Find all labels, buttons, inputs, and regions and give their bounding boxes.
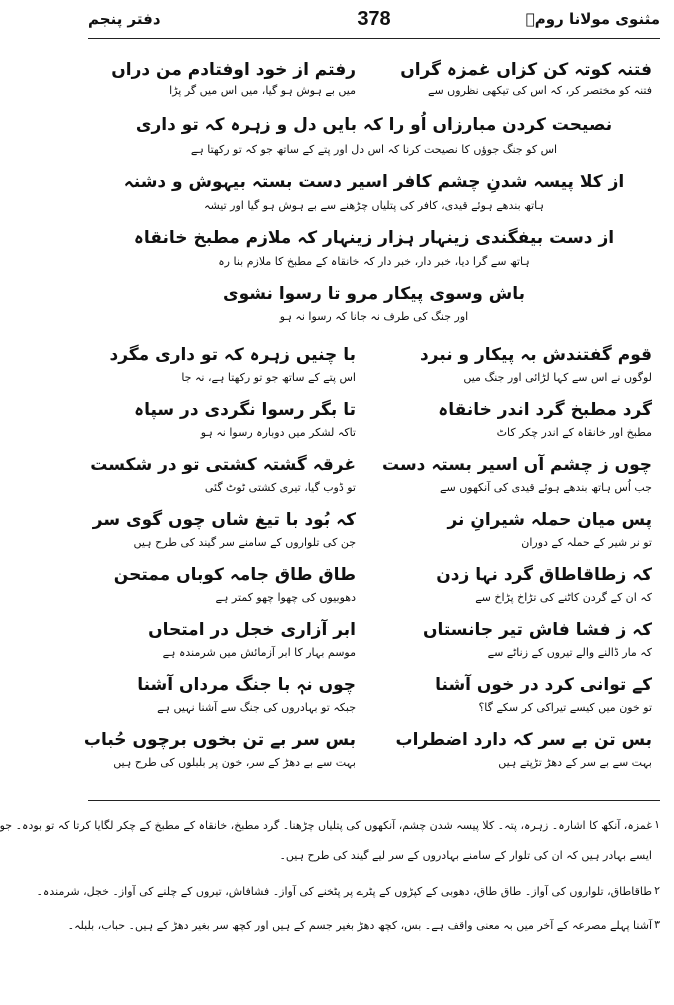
- translation: دھوبیوں کی چھوا چھو کمتر ہے: [215, 591, 356, 604]
- verse: بس سر بے تن بخوں برچوں حُباب: [83, 730, 356, 750]
- translation: کہ ان کے گردن کاٹنے کی تڑاخ پڑاخ سے: [475, 591, 652, 604]
- verse: چوں نہٖ با جنگ مرداں آشنا: [137, 675, 356, 695]
- page-header: [88, 8, 660, 34]
- translation: موسم بہار کا ابر آزمائش میں شرمندہ ہے: [162, 646, 356, 659]
- translation: اس پتے کے ساتھ جو تو رکھتا ہے، نہ جا: [181, 371, 356, 384]
- book-title: مثنوی مولانا رومؒ: [525, 10, 660, 28]
- verse: تا بگر رسوا نگردی در سپاہ: [134, 400, 356, 420]
- verse: کہ ز فشا فاش تیر جانستاں: [422, 620, 652, 640]
- translation: تو خون میں کیسے تیراکی کر سکے گا؟: [478, 701, 652, 714]
- translation: بہت سے بے دھڑ کے سر، خون پر بلبلوں کی طرح ہیں: [113, 756, 356, 769]
- translation: لوگوں نے اس سے کہا لڑائی اور جنگ میں: [463, 371, 652, 384]
- verse: کہ بُود با تیغ شاں چوں گوی سر: [92, 510, 356, 530]
- footnote-line: آشنا پہلے مصرعہ کے آخر میں بہ معنی واقف ہے۔ بس، کچھ دھڑ بغیر جسم کے ہیں اور کچھ سر بغیر دھڑ کے ہیں۔ حباب، بلبلہ۔: [67, 919, 652, 932]
- verse: بس تن بے سر کہ دارد اضطراب: [395, 730, 652, 750]
- translation: تاکہ لشکر میں دوبارہ رسوا نہ ہو: [200, 426, 356, 439]
- verse: کہ زطاقاطاق گرد نہا زدن: [436, 565, 652, 585]
- heading: باش وسوی پیکار مرو تا رسوا نشوی: [223, 284, 525, 304]
- verse: قوم گفتندش بہ پیکار و نبرد: [419, 345, 652, 365]
- translation: جن کی تلواروں کے سامنے سر گیند کی طرح ہیں: [133, 536, 356, 549]
- footnote-number: ۳: [654, 918, 660, 931]
- verse: ابر آزاری خجل در امتحاں: [148, 620, 356, 640]
- translation: بہت سے بے سر کے دھڑ تڑپتے ہیں: [498, 756, 652, 769]
- footnote-rule: [88, 800, 660, 801]
- translation: ہاتھ بندھے ہوئے قیدی، کافر کی پتلیاں چڑھنے سے بے ہوش ہو گیا اور تیشہ: [204, 199, 544, 212]
- footnote-line: ایسے بہادر ہیں کہ ان کی تلوار کے سامنے بہادروں کے سر لیے گیند کی طرح ہیں۔: [279, 849, 652, 862]
- header-rule: [88, 38, 660, 39]
- translation: مطبخ اور خانقاہ کے اندر چکر کاٹ: [496, 426, 652, 439]
- translation: تو ڈوب گیا، تیری کشتی ٹوٹ گئی: [204, 481, 356, 494]
- footnote-line: طاقاطاق، تلواروں کی آواز۔ طاق طاق، دھوبی کے کپڑوں کے پٹرے پر پٹخنے کی آواز۔ فشافاش، تیروں کے چلنے کی آواز۔ خجل، شرمندہ۔: [36, 885, 652, 898]
- translation: جب اُس ہاتھ بندھے ہوئے قیدی کی آنکھوں سے: [440, 481, 652, 494]
- verse: چوں ز چشم آں اسیر بستہ دست: [381, 455, 652, 475]
- verse: گرد مطبخ گرد اندر خانقاہ: [438, 400, 652, 420]
- translation: اور جنگ کی طرف نہ جانا کہ رسوا نہ ہو: [279, 310, 469, 323]
- translation: جبکہ تو بہادروں کی جنگ سے آشنا نہیں ہے: [157, 701, 356, 714]
- heading: از کلا پیسہ شدنِ چشم کافر اسیر دست بستہ بیہوش و دشنہ: [123, 172, 625, 192]
- translation: تو نر شیر کے حملہ کے دوران: [521, 536, 652, 549]
- volume-title: دفتر پنجم: [88, 10, 161, 28]
- translation: اس کو جنگ جوؤں کا نصیحت کرنا کہ اس دل اور پتے کے ساتھ جو کہ تو رکھتا ہے: [190, 143, 558, 156]
- translation: کہ مار ڈالنے والے تیروں کے زناٹے سے: [487, 646, 652, 659]
- translation: ہاتھ سے گرا دیا، خبر دار، خبر دار کہ خانقاہ کے مطبخ کا ملازم بنا رہ: [218, 255, 530, 268]
- heading: نصیحت کردن مبارزاں اُو را کہ بایں دل و زہرہ کہ تو داری: [135, 115, 613, 135]
- footnote-number: ۲: [654, 884, 660, 897]
- verse: رفتم از خود اوفتادم من دراں: [111, 60, 356, 80]
- verse: فتنہ کوتہ کن کزاں غمزہ گراں: [400, 60, 652, 80]
- heading: از دست بیفگندی زینہار ہزار زینہار کہ ملازم مطبخ خانقاہ: [133, 228, 615, 248]
- footnote-number: ۱: [654, 818, 660, 831]
- translation: فتنہ کو مختصر کر، کہ اس کی تیکھی نظروں سے: [428, 84, 652, 97]
- translation: میں بے ہوش ہو گیا، میں اس میں گر پڑا: [169, 84, 356, 97]
- page-number: 378: [357, 8, 391, 30]
- verse: پس میان حملہ شیرانِ نر: [447, 510, 652, 530]
- footnote-line: غمزہ، آنکھ کا اشارہ۔ زہرہ، پتہ۔ کلا پیسہ شدن چشم، آنکھوں کی پتلیاں چڑھنا۔ گرد مطبخ، خانقاہ کے مطبخ کے چکر لگایا کرتا کہ تو بودہ۔ جو: [0, 819, 652, 832]
- verse: غرقہ گشتہ کشتی تو در شکست: [90, 455, 356, 475]
- verse: با چنیں زہرہ کہ تو داری مگرد: [109, 345, 356, 365]
- verse: طاق طاق جامہ کوباں ممتحن: [113, 565, 356, 585]
- verse: کے توانی کرد در خوں آشنا: [435, 675, 652, 695]
